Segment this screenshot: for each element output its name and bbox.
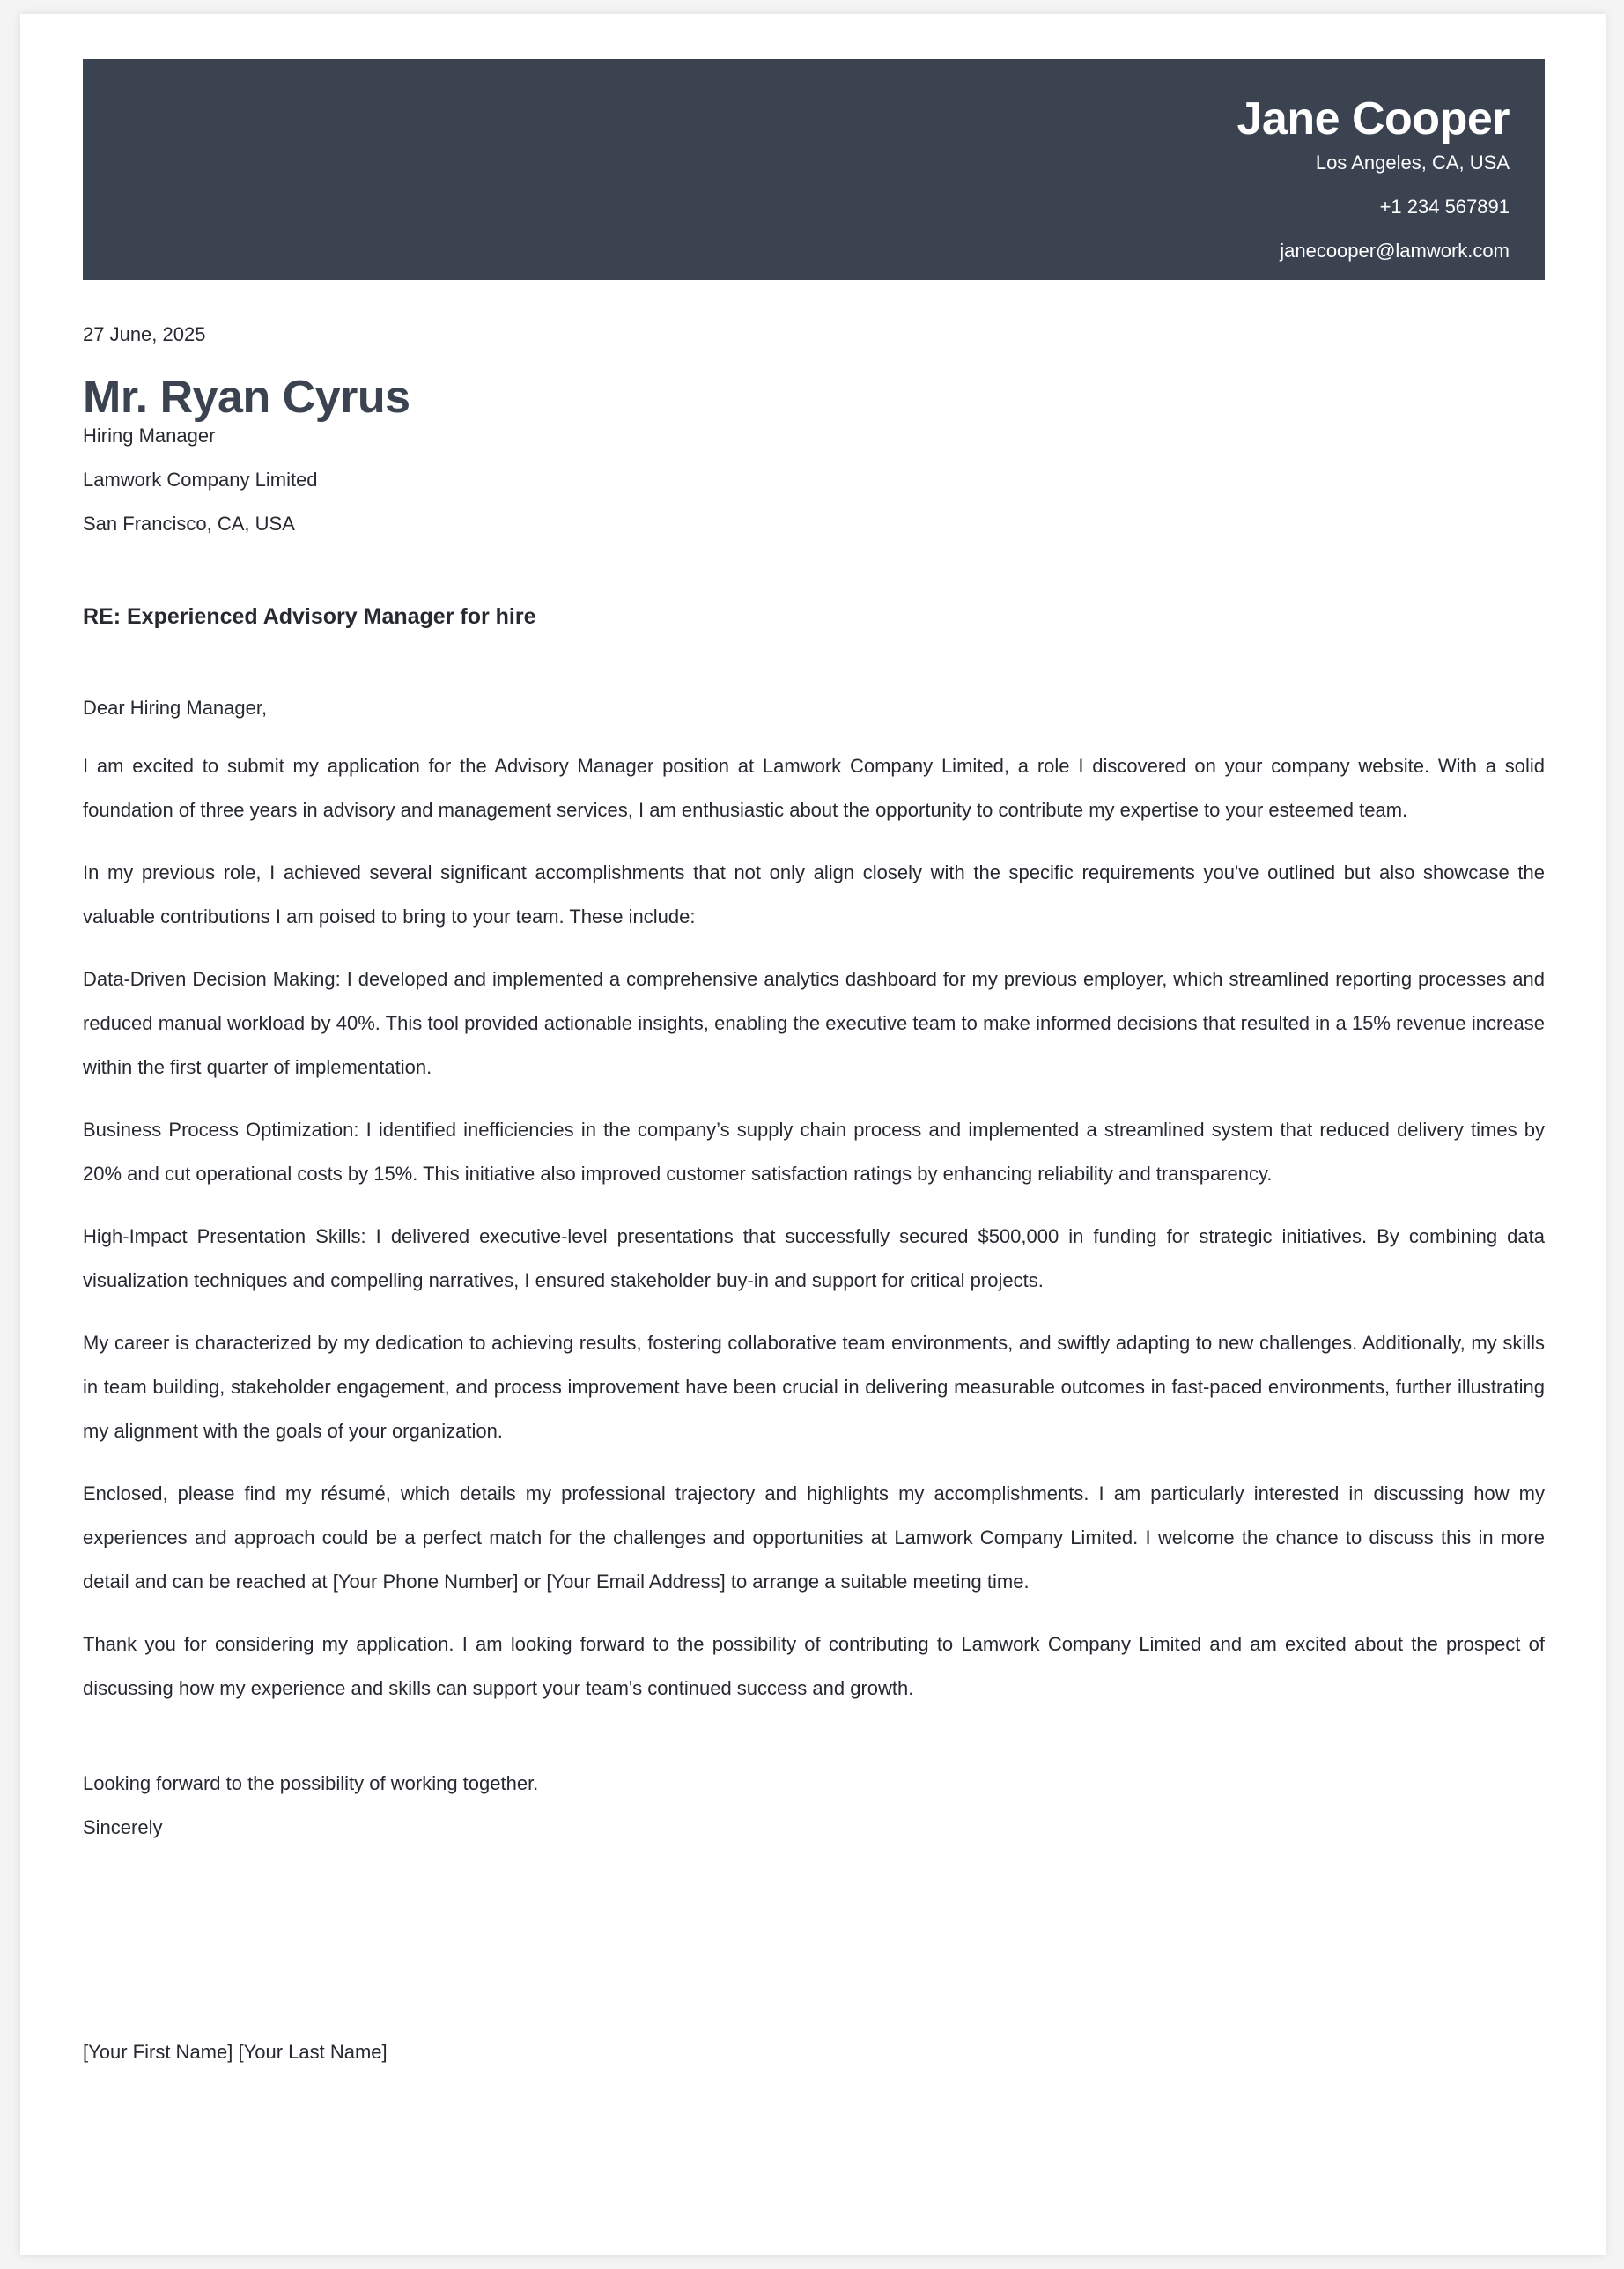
sender-location: Los Angeles, CA, USA	[1315, 152, 1510, 174]
paragraph-accomplishments: In my previous role, I achieved several significant accomplishments that not only align closely with the specific requirements you've outlined but also showcase the valuable contributions I am poised to bring to your team. These include:	[83, 861, 1545, 928]
paragraph-intro: I am excited to submit my application for the Advisory Manager position at Lamwork Company Limited, a role I discovered on your company website. With a solid foundation of three years in advisory and management services, I am enthusiastic about the opportunity to contribute my expertise to your esteemed team.	[83, 755, 1545, 821]
recipient-company: Lamwork Company Limited	[83, 469, 318, 491]
letter-page	[20, 14, 1606, 2255]
salutation: Dear Hiring Manager,	[83, 697, 268, 719]
paragraph-process-optimization: Business Process Optimization: I identified inefficiencies in the company’s supply chain process and implemented a streamlined system that reduced delivery times by 20% and cut operational costs by 15%. This initiative also improved customer satisfaction ratings by enhancing reliability and transparency.	[83, 1119, 1545, 1185]
paragraph-enclosed: Enclosed, please find my résumé, which details my professional trajectory and highlights my accomplishments. I am particularly interested in discussing how my experiences and approach could be a perfect match for the challenges and opportunities at Lamwork Company Limited. I welcome the chance to discuss this in more detail and can be reached at [Your Phone Number] or [Your Email Address] to arrange a suitable meeting time.	[83, 1482, 1545, 1593]
sender-email: janecooper@lamwork.com	[1280, 240, 1510, 262]
paragraph-data-driven: Data-Driven Decision Making: I developed and implemented a comprehensive analytics dashboard for my previous employer, which streamlined reporting processes and reduced manual workload by 40%. This tool provided actionable insights, enabling the executive team to make informed decisions that resulted in a 15% revenue increase within the first quarter of implementation.	[83, 968, 1545, 1078]
letter-body	[83, 318, 1545, 2070]
paragraph-thank-you: Thank you for considering my application. I am looking forward to the possibility of contributing to Lamwork Company Limited and am excited about the prospect of discussing how my experience and skills can support your team's continued success and growth.	[83, 1633, 1545, 1699]
recipient-name: Mr. Ryan Cyrus	[83, 372, 410, 423]
signature: [Your First Name] [Your Last Name]	[83, 2041, 388, 2063]
letter-date: 27 June, 2025	[83, 323, 206, 345]
letter-subject: RE: Experienced Advisory Manager for hire	[83, 604, 536, 629]
sender-name: Jane Cooper	[1236, 93, 1510, 144]
paragraph-presentation-skills: High-Impact Presentation Skills: I delivered executive-level presentations that successfully secured $500,000 in funding for strategic initiatives. By combining data visualization techniques and compelling narratives, I ensured stakeholder buy-in and support for critical projects.	[83, 1225, 1545, 1291]
recipient-location: San Francisco, CA, USA	[83, 513, 295, 535]
closing-line: Looking forward to the possibility of working together.	[83, 1772, 539, 1794]
valediction: Sincerely	[83, 1816, 163, 1838]
letter-header	[83, 59, 1545, 280]
sender-phone: +1 234 567891	[1379, 196, 1510, 218]
recipient-title: Hiring Manager	[83, 425, 216, 447]
paragraph-career: My career is characterized by my dedication to achieving results, fostering collaborative team environments, and swiftly adapting to new challenges. Additionally, my skills in team building, stakeholder engagement, and process improvement have been crucial in delivering measurable outcomes in fast-paced environments, further illustrating my alignment with the goals of your organization.	[83, 1332, 1545, 1442]
